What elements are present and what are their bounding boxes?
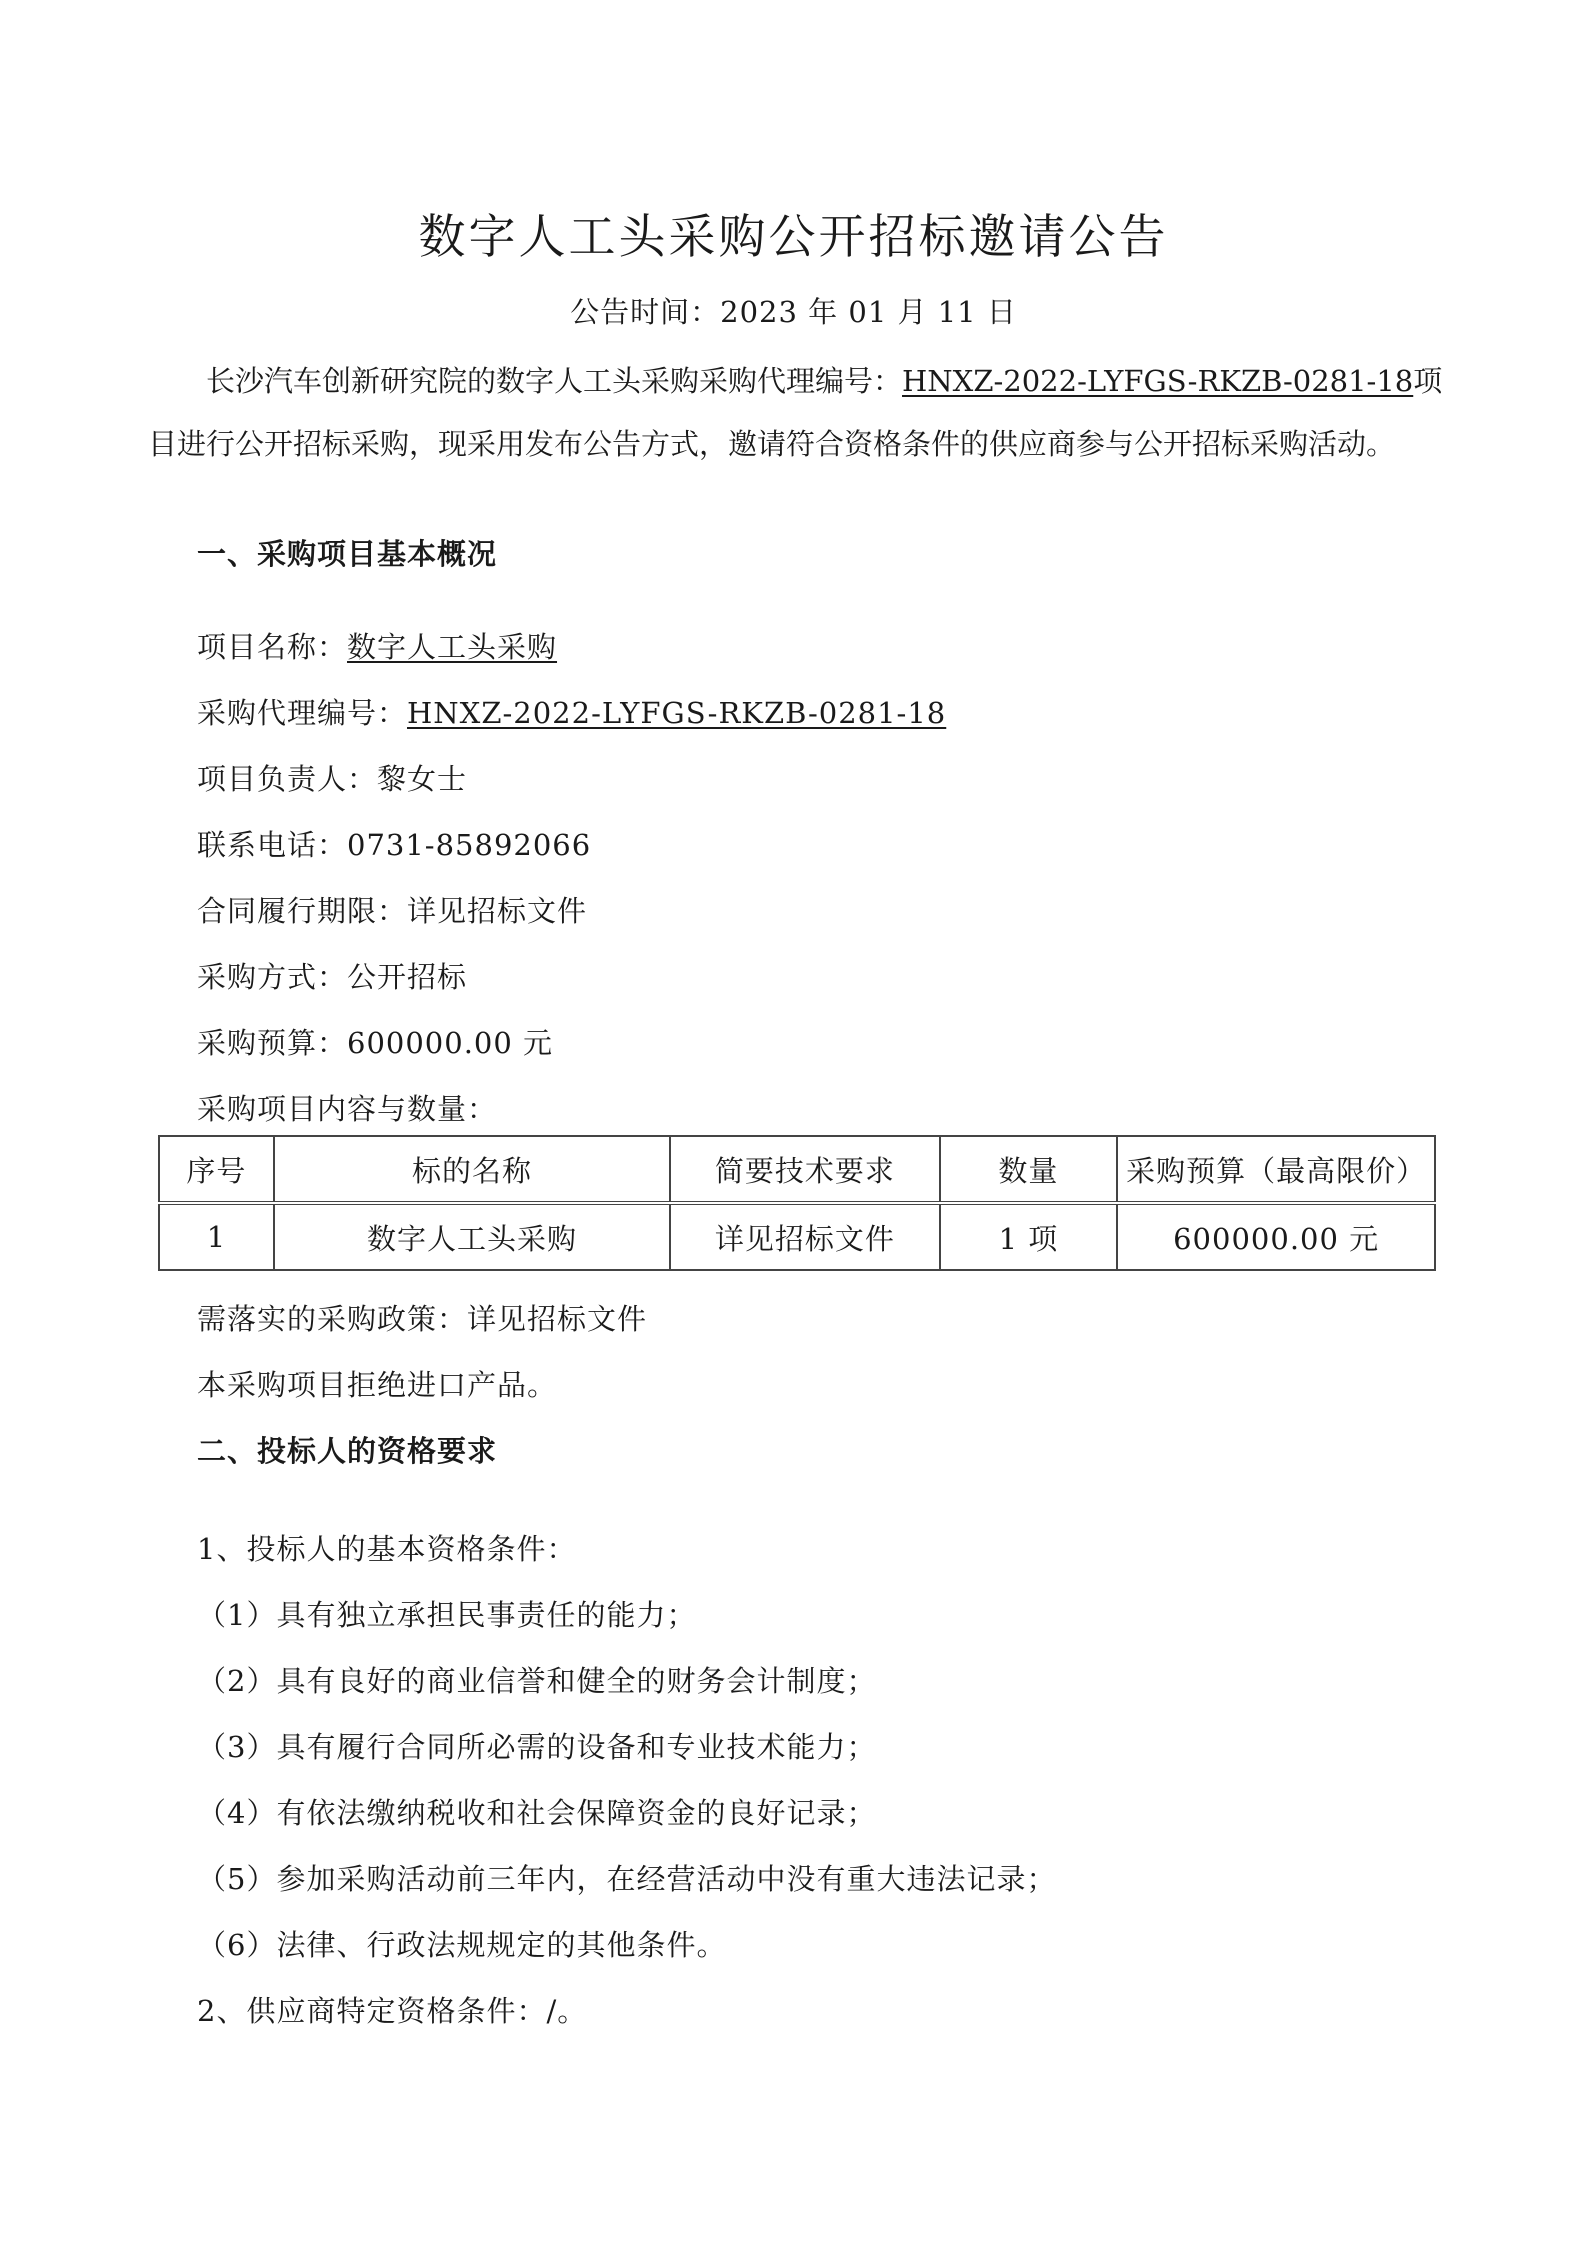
content-label: 采购项目内容与数量： <box>197 1092 498 1126</box>
header-cell: 数量 <box>940 1136 1118 1203</box>
intro-prefix: 长沙汽车创新研究院的数字人工头采购采购代理编号： <box>206 364 903 398</box>
condition-item: （5）参加采购活动前三年内，在经营活动中没有重大违法记录； <box>197 1862 1057 1896</box>
table-cell: 详见招标文件 <box>670 1203 940 1270</box>
intro-code: HNXZ-2022-LYFGS-RKZB-0281-18 <box>902 364 1414 398</box>
table-cell: 1 <box>159 1203 274 1270</box>
table-row <box>159 1203 1435 1270</box>
section2-heading: 二、投标人的资格要求 <box>197 1434 498 1468</box>
header-cell: 简要技术要求 <box>670 1136 940 1203</box>
condition-item: （1）具有独立承担民事责任的能力； <box>197 1598 697 1632</box>
table-cell: 600000.00 元 <box>1117 1203 1435 1270</box>
page-title: 数字人工头采购公开招标邀请公告 <box>418 210 1169 265</box>
contact-phone: 联系电话：0731-85892066 <box>197 828 592 862</box>
condition-item: （6）法律、行政法规规定的其他条件。 <box>197 1928 727 1962</box>
intro-paragraph <box>148 350 1448 476</box>
procurement-budget: 采购预算：600000.00 元 <box>197 1026 554 1060</box>
project-name-label: 项目名称： <box>197 630 348 664</box>
project-manager: 项目负责人：黎女士 <box>197 762 468 796</box>
contract-period: 合同履行期限：详见招标文件 <box>197 894 588 928</box>
agency-code-label: 采购代理编号： <box>197 696 408 730</box>
section1-heading: 一、采购项目基本概况 <box>197 537 498 571</box>
header-cell: 序号 <box>159 1136 274 1203</box>
agency-code-value: HNXZ-2022-LYFGS-RKZB-0281-18 <box>407 696 947 730</box>
table-header-row <box>159 1136 1435 1203</box>
procurement-policy: 需落实的采购政策：详见招标文件 <box>197 1302 648 1336</box>
header-cell: 采购预算（最高限价） <box>1117 1136 1435 1203</box>
publish-time: 公告时间：2023 年 01 月 11 日 <box>570 295 1017 329</box>
header-cell: 标的名称 <box>274 1136 670 1203</box>
condition-item: （2）具有良好的商业信誉和健全的财务会计制度； <box>197 1664 877 1698</box>
project-name <box>197 625 557 666</box>
table-cell: 数字人工头采购 <box>274 1203 670 1270</box>
basic-qualification-label: 1、投标人的基本资格条件： <box>197 1532 577 1566</box>
condition-item: （3）具有履行合同所必需的设备和专业技术能力； <box>197 1730 877 1764</box>
condition-item: （4）有依法缴纳税收和社会保障资金的良好记录； <box>197 1796 877 1830</box>
table-cell: 1 项 <box>940 1203 1118 1270</box>
procurement-method: 采购方式：公开招标 <box>197 960 468 994</box>
no-import-note: 本采购项目拒绝进口产品。 <box>197 1368 558 1402</box>
agency-code <box>197 691 946 732</box>
items-table <box>158 1135 1436 1271</box>
intro-suffix: 项目进行公开招标采购，现采用发布公告方式，邀请符合资格条件的供应商参与公开招标采购活动。 <box>148 364 1443 461</box>
special-qualification-label: 2、供应商特定资格条件：/。 <box>197 1994 588 2028</box>
project-name-value: 数字人工头采购 <box>347 630 558 664</box>
